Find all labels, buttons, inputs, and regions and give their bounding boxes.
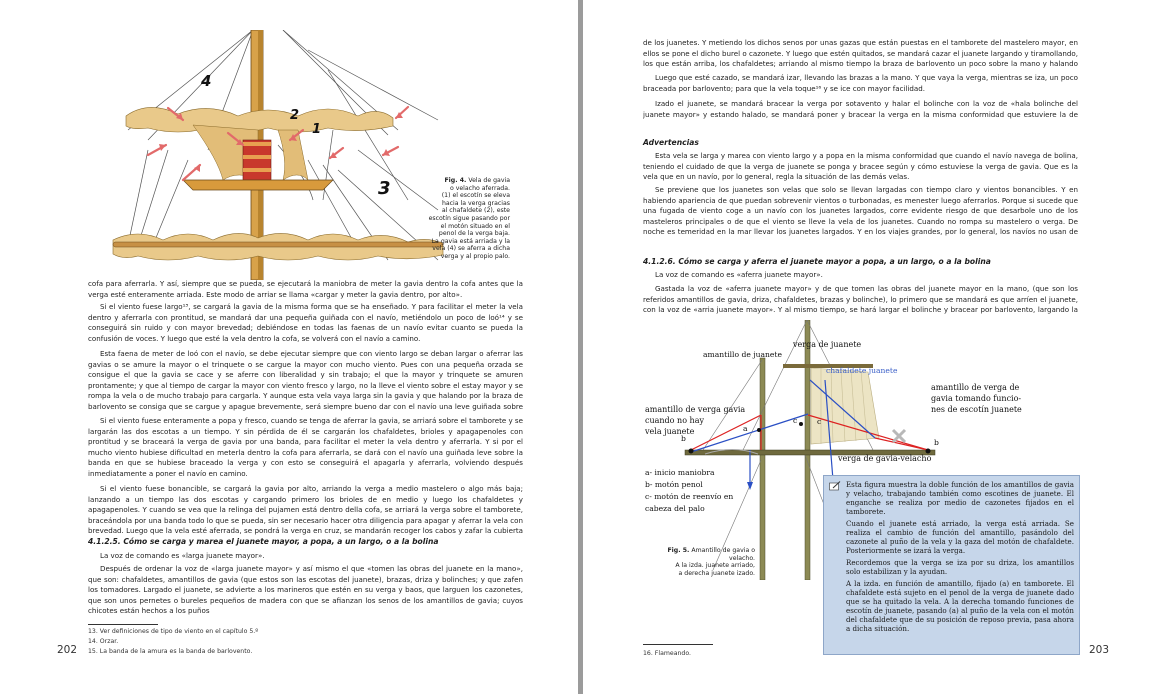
footnote-rule [88,624,158,625]
command-line: La voz de comando es «aferra juanete mayor». [655,270,823,279]
label-amantillo-gavia-no-juanete-3: vela juanete [645,427,695,436]
label-amantillo-gavia-funciones-3: nes de escotín juanete [931,405,1022,414]
label-amantillo-gavia-no-juanete-2: cuando no hay [645,416,704,425]
figure-4-caption [400,177,510,261]
figure-4-label-2: 2 [290,108,300,123]
point-c-left: c [793,416,798,425]
label-amantillo-gavia-funciones-1: amantillo de verga de [931,383,1020,392]
note-paragraph: Cuando el juanete está arriado, la verga está arriada. Se realiza el cambio de función del amantillo, pasándolo del cazonete al puño de la vela y la gaza del motón de chafaldete. Posteriormente se izará la verga. [846,519,1074,555]
paragraph: Esta vela se larga y marea con viento largo y a popa en la misma conformidad que cuando el navío navega de bolina, teniendo el cuidado de que la verga de juanete se ponga y bracee según y cómo estuviese la verga de gavia. Que es la vela que en un navío, por lo general, regla la situación de las demás velas. [643,151,1078,182]
note-paragraph: Recordemos que la verga se iza por su driza, los amantillos solo estabilizan y la ayudan. [846,558,1074,576]
label-amantillo-gavia-funciones-2: gavia tomando funcio- [931,394,1022,403]
figure-5-caption-line: a derecha juanete izado. [678,569,755,577]
point-c-right: c [817,417,822,426]
figure-4-label-3: 3 [378,178,391,199]
left-page [0,0,578,694]
advertencias-heading: Advertencias [643,138,699,147]
paragraph: de los juanetes. Y metiendo los dichos senos por unas gazas que están puestas en el tamborete del mastelero mayor, en ellos se pone el dicho burel o cazonete. Y luego que estén quitados, se mandará cazar el juanete largando y tiramollando, los que están arriba, los chafaldetes; arriando al mismo tiempo la braza de barlovento un poco sobre la mano y halando [643,38,1078,69]
note-paragraph: A la izda. en función de amantillo, fijado (a) en tamborete. El chafaldete está sujeto en el penol de la verga de juanete dado que se ha quitado la vela. A la derecha tomando funciones de escotín de juanete, pasando (a) al puño de la vela con el motón del chafaldete que de su posición de reposo previa, pasa ahora a dicha situación. [846,579,1074,633]
figure-5-caption [643,547,755,577]
figure-4-caption-line: verga y al propio palo. [440,252,510,260]
paragraph: Si el viento fuese largo¹³, se cargará la gavia de la misma forma que se ha enseñado. Y para facilitar el meter la vela dentro y aferrarla con prontitud, se mandará dar una pequeña guiñada con el navío, metiéndolo un poco de loó¹⁴ y se conseguirá sin ruido y con mayor brevedad; debiéndose en todas las faenas de un navío evitar cuanto se pueda la confusión de voces. Y luego que esté la vela dentro la cofa, se volverá con el navío a camino. [88,302,523,343]
label-chafaldete-juanete: chafaldete juanete [826,366,898,375]
legend-c: cabeza del palo [645,504,705,513]
paragraph: Si el viento fuese bonancible, se cargará la gavia por alto, arriando la verga a medio mastelero o algo más baja; lanzando a un tiempo las dos escotas y cargando primero los brioles de en medio y luego los chafaldetes y apagapenoles. Y cuando se vea que la relinga del pujamen está dentro della cofa, se arriará la verga sobre el tamborete, braceándola por una banda todo lo que se pueda, sin ser necesario hacer otra diligencia para apagar y aferrar la vela con brevedad. Luego que la vela esté aferrada, se pondrá la verga en cruz, se mandarán recoger los cabos y zafar la cubierta [88,484,523,536]
command-line: La voz de comando es «larga juanete mayor». [100,551,265,560]
paragraph: Esta faena de meter de loó con el navío, se debe ejecutar siempre que con viento largo se deban largar o aferrar las gavias o se amure la mayor o el trinquete o se cargue la mayor con mucho viento. Pues con una pequeña orzada se consigue el que la gavia se cace y se aferre con liberalidad y sin trabajo; el que la mayor y trinquete se amuren prontamente; y que al tiempo de cargar la mayor con viento fresco y largo, no la lleve el viento sobre el estay mayor y se rompa la vela o de mucho trabajo para cargarla. Y aunque esta vela vaya larga sin la gavia y que halando por la braza de barlovento se consiga que se cargue y apague brevemente, será siempre bueno dar con el navío una leve guiñada sobre [88,349,523,411]
note-box [823,475,1080,655]
section-heading-4126: 4.1.2.6. Cómo se carga y aferra el juanete mayor a popa, a un largo, o a la bolina [643,257,991,266]
figure-4-caption-line: penol de la verga baja. [438,230,510,238]
figure-4-caption-line: vela (4) se aferra a dicha [432,245,510,253]
paragraph: Gastada la voz de «aferra juanete mayor» y de que tomen las obras del juanete mayor en la mano, (que son los referidos amantillos de gavia, driza, chafaldetes, brazas y bolinche), lo primero que se mandará es que arríen el juanete, con la voz de «arria juanete mayor». Y al mismo tiempo, se hará largar el bolinche y bracear por barlovento, largando la [643,284,1078,315]
legend-b: b- motón penol [645,480,703,489]
footnote-rule [643,644,713,645]
figure-4-caption-line: o velacho aferrada. [449,184,510,192]
legend-c: c- motón de reenvío en [645,492,734,501]
note-paragraph: Esta figura muestra la doble función de los amantillos de gavia y velacho, trabajando también como escotines de juanete. El enganche se realiza por medio de cazonetes fijados en el tamborete. [846,480,1074,516]
figure-4-caption-line: escotín sigue pasando por [428,214,510,222]
footnote-14: 14. Orzar. [88,638,119,645]
paragraph: Después de ordenar la voz de «larga juanete mayor» y así mismo el que «tomen las obras del juanete en la mano», que son: chafaldetes, amantillos de gavia (que estos son las escotas del juanete), brazas, driza y bolinches; y que zafen los tomadores. Largado el juanete, se advierte a los marineros que estén en su verga y baos, que larguen los cazonetes, que son unos pernetes o bureles pequeños de madera con que se afianzan los senos de los amantillos de gavia; cuyos chicotes están hechos a los puños [88,564,523,616]
point-a: a [743,424,748,433]
point-b-right: b [934,438,939,447]
figure-4-label-4: 4 [201,72,212,90]
pencil-note-icon [829,481,841,491]
figure-4-label-1: 1 [312,122,322,137]
label-verga-gavia: verga de gavia-velacho [838,454,932,463]
legend-a: a- inicio maniobra [645,468,715,477]
paragraph: cofa para aferrarla. Y así, siempre que se pueda, se ejecutará la maniobra de meter la gavia dentro la cofa antes que la verga esté enteramente arriada. Este modo de arriar se llama «cargar y meter la gavia dentro, por alto». [88,279,523,299]
point-b-left: b [681,434,686,443]
label-amantillo-gavia-no-juanete-1: amantillo de verga gavia [645,405,746,414]
figure-4-caption-line: La gavia está arriada y la [431,237,510,245]
figure-4 [108,30,528,280]
section-heading-4125: 4.1.2.5. Cómo se carga y marea el juanete mayor, a popa, a un largo, o a la bolina [88,537,439,546]
footnote-13: 13. Ver definiciones de tipo de viento en el capítulo 5.º [88,628,259,635]
label-verga-juanete: verga de juanete [793,340,862,349]
paragraph: Izado el juanete, se mandará bracear la verga por sotavento y halar el bolinche con la voz de «hala bolinche del juanete mayor» y estando halado, se mandará poner y bracear la verga en la misma conformidad que estuviere la de [643,99,1078,119]
figure-4-caption-title: Fig. 4. [444,177,467,184]
figure-5-caption-title: Fig. 5. [667,547,690,554]
figure-4-caption-line: el motón situado en el [440,222,510,230]
page-number-left: 202 [57,644,78,656]
figure-5-caption-line: A la izda. juanete arriado, [675,562,755,570]
paragraph: Luego que esté cazado, se mandará izar, llevando las brazas a la mano. Y que vaya la verga, mientras se iza, un poco braceada por barlovento; para que la vela toque¹⁶ y se ice con mayor facilidad. [643,73,1078,93]
page-number-right: 203 [1089,644,1110,656]
footnote-16: 16. Flameando. [643,650,691,657]
figure-4-caption-line: al chafaldete (2), este [441,207,510,215]
figure-5-caption-line: Amantillo de gavia o velacho. [691,547,755,562]
figure-4-caption-line: Vela de gavia [468,177,510,184]
label-amantillo-juanete: amantillo de juanete [703,350,782,359]
paragraph: Se previene que los juanetes son velas que solo se llevan largadas con tiempo claro y vientos bonancibles. Y en habiendo apariencia de que puedan sobrevenir vientos o turbonadas, es menester luego aferrarlos. Porque si sucede que una fugada de viento coge a un navío con los juanetes largados, corre evidente riesgo de que desarbole uno de los masteleros principales o de que el viento se lleve la vela de los juanetes. Cuando no rompa su mastelero o verga. De noche es temeridad en la mar llevar los juanetes largados. Y en los viajes grandes, por lo general, los navíos no usan de [643,185,1078,237]
footnote-15: 15. La banda de la amura es la banda de barlovento. [88,648,253,655]
paragraph: Si el viento fuese enteramente a popa y fresco, cuando se tenga de aferrar la gavia, se arriará sobre el tamborete y se largarán las dos escotas a un tiempo. Y sin pérdida de él se cargarán los chafaldetes, brioles y apagapenoles con prontitud y se braceará la verga de gavia por una banda, para facilitar el meter la vela dentro y aferrarla. Y si por el mucho viento hubiese dificultad en meterla dentro la cofa para aferrarla, se dará con el navío una guiñada leve sobre la banda en que se hubiese braceado la verga y con esto se conseguirá el apagarla y aferrarla, volviendo después inmediatamente a poner el navío en camino. [88,416,523,478]
figure-4-caption-line: hacia la verga gracias [441,199,510,207]
figure-4-caption-line: (1) el escotín se eleva [441,192,510,200]
